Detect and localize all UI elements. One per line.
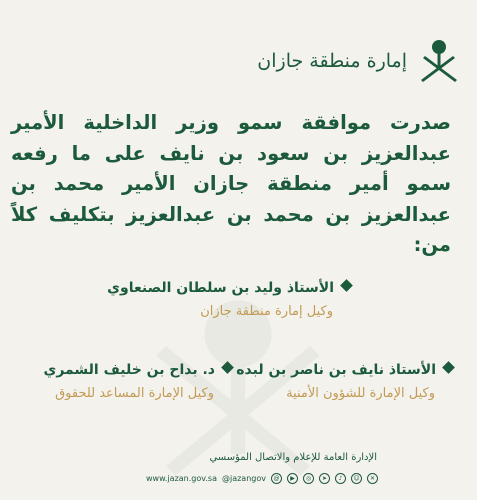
snapchat-icon[interactable]: ☺ [351,473,362,484]
appointment-3 [43,360,232,404]
social-handle[interactable]: @jazangov [221,473,266,483]
threads-icon[interactable]: @ [271,473,282,484]
logo-text: إمارة منطقة جازان [257,50,407,72]
appointee-name: د. بداح بن خليف الشمري [43,360,232,380]
telegram-icon[interactable]: ➤ [319,473,330,484]
appointee-role: وكيل الإمارة للشؤون الأمنية [286,386,435,401]
instagram-icon[interactable]: ◎ [303,473,314,484]
footer-contact [140,470,378,486]
tiktok-icon[interactable]: ♪ [335,473,346,484]
x-icon[interactable]: ✕ [367,473,378,484]
appointee-name: الأستاذ نايف بن ناصر بن لبده [236,360,453,380]
appointment-2 [236,360,453,404]
diamond-bullet-icon [340,279,353,292]
diamond-bullet-icon [221,361,234,374]
saudi-emblem-icon [413,34,465,86]
appointee-role: وكيل إمارة منطقة جازان [200,304,333,319]
logo [257,32,465,92]
youtube-icon[interactable]: ▶ [287,473,298,484]
headline: صدرت موافقة سمو وزير الداخلية الأمير عبدالعزيز بن سعود بن نايف على ما رفعه سمو أمير منطقة جازان الأمير محمد بن عبدالعزيز بن محمد بن عبدالعزيز بتكليف كلاً من: [11,111,451,256]
website-link[interactable]: www.jazan.gov.sa [146,473,217,483]
diamond-bullet-icon [442,361,455,374]
appointment-1 [107,278,351,322]
footer-department: الإدارة العامة للإعلام والاتصال المؤسسي [209,452,377,463]
appointee-role: وكيل الإمارة المساعد للحقوق [55,386,214,401]
appointee-name: الأستاذ وليد بن سلطان الصنعاوي [107,278,351,298]
